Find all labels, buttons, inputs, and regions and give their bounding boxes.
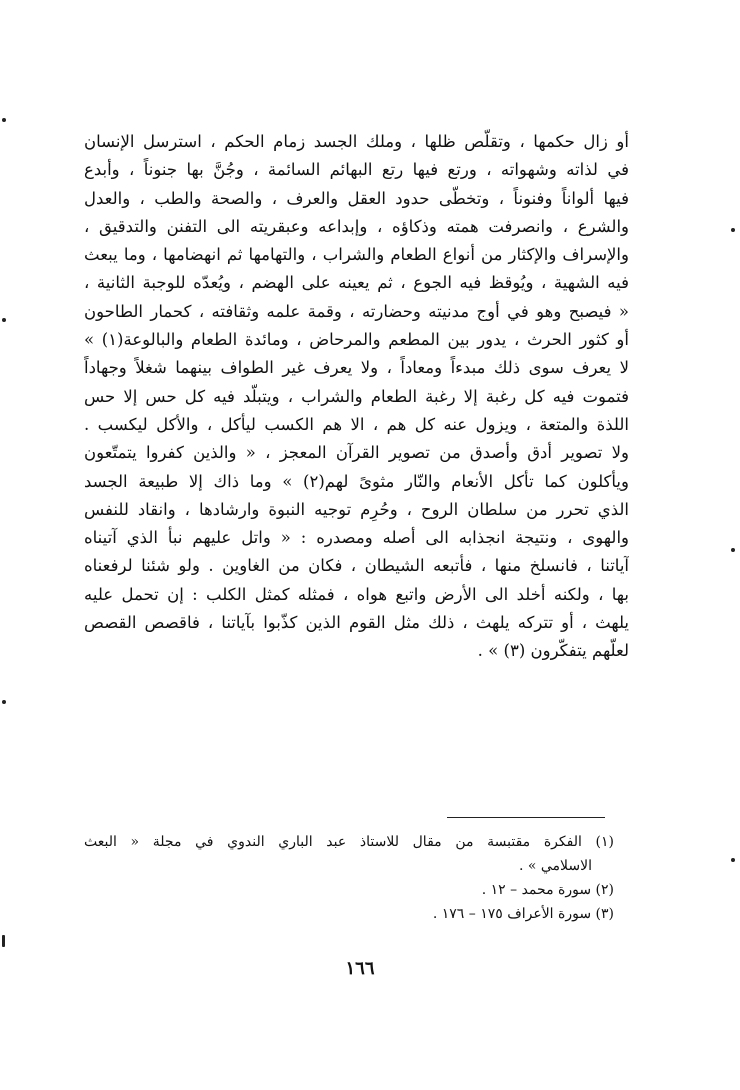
scan-mark <box>731 228 735 232</box>
scan-mark <box>2 318 6 322</box>
footnote-1: (١) الفكرة مقتبسة من مقال للاستاذ عبد الباري الندوي في مجلة « البعث <box>84 834 614 850</box>
footnote-separator <box>447 817 605 818</box>
text-line: في لذاته وشهواته ، ورتع فيها رتع البهائم السائمة ، وجُنَّ بها جنوناً ، وأبدع <box>84 160 629 180</box>
text-line: فتموت فيه كل رغبة إلا رغبة الطعام والشراب ، ويتبلّد فيه كل حس إلا حس <box>84 386 629 406</box>
scan-mark <box>2 935 5 947</box>
text-line: بها ، ولكنه أخلد الى الأرض واتبع هواه ، فمثله كمثل الكلب : إن تحمل عليه <box>84 584 629 604</box>
scan-mark <box>2 118 6 122</box>
text-line: فيها ألواناً وفنوناً ، وتخطّى حدود العقل والعرف ، والصحة والطب ، والعدل <box>84 188 629 208</box>
text-line: والشرع ، وانصرفت همته وذكاؤه ، وإبداعه وعبقريته الى التفنن والتدقيق ، <box>84 216 629 236</box>
text-line-last: لعلّهم يتفكّرون (٣) » . <box>477 641 629 661</box>
text-line: والإسراف والإكثار من أنواع الطعام والشراب ، والتهامها ثم انهضامها ، وما يبعث <box>84 245 629 265</box>
text-line: فيه الشهية ، ويُوقظ فيه الجوع ، ثم يعينه على الهضم ، ويُعدّه للوجبة الثانية ، <box>84 273 629 293</box>
footnote-3: (٣) سورة الأعراف ١٧٥ – ١٧٦ . <box>432 906 614 922</box>
footnote-1-continuation: الاسلامي » . <box>518 858 592 874</box>
footnote-2: (٢) سورة محمد – ١٢ . <box>481 882 614 898</box>
text-line: آياتنا ، فانسلخ منها ، فأتبعه الشيطان ، فكان من الغاوين . ولو شئنا لرفعناه <box>84 556 629 576</box>
main-text <box>84 128 629 666</box>
text-line: يلهث ، أو تتركه يلهث ، ذلك مثل القوم الذين كذّبوا بآياتنا ، فاقصص القصص <box>84 613 629 633</box>
text-line: الذي تحرر من سلطان الروح ، وحُرِم توجيه النبوة وارشادها ، وانقاد للنفس <box>84 499 629 519</box>
text-line: أو كثور الحرث ، يدور بين المطعم والمرحاض ، ومائدة الطعام والبالوعة(١) » <box>84 330 629 350</box>
page-number: ١٦٦ <box>345 958 375 979</box>
text-line: أو زال حكمها ، وتقلّص ظلها ، وملك الجسد زمام الحكم ، استرسل الإنسان <box>84 132 629 151</box>
text-line: ولا تصوير أدق وأصدق من تصوير القرآن المعجز ، « والذين كفروا يتمتّعون <box>84 443 629 463</box>
scan-mark <box>731 548 735 552</box>
text-line: « فيصبح وهو في أوج مدنيته وحضارته ، وقمة علمه وثقافته ، كحمار الطاحون <box>84 301 629 321</box>
scan-mark <box>731 858 735 862</box>
text-line: لا يعرف سوى ذلك مبدءاً ومعاداً ، ولا يعرف غير الطواف بينهما شغلاً وجهاداً <box>84 358 629 378</box>
text-line: اللذة والمتعة ، ويزول عنه كل هم ، الا هم الكسب ليأكل ، والأكل ليكسب . <box>84 414 629 434</box>
footnotes <box>84 830 614 926</box>
text-line: والهوى ، ونتيجة انجذابه الى أصله ومصدره : « واتل عليهم نبأ الذي آتيناه <box>84 528 629 548</box>
scan-mark <box>2 700 6 704</box>
text-line: ويأكلون كما تأكل الأنعام والنّار مثوىً لهم(٢) » وما ذاك إلا طبيعة الجسد <box>84 471 629 491</box>
